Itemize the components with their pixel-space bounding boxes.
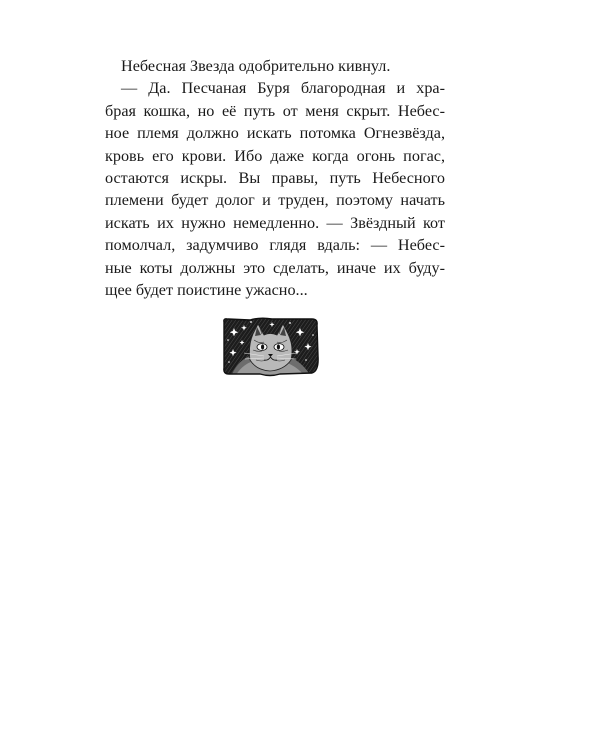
text-line: остаются искры. Вы правы, путь Небесного <box>105 168 445 187</box>
text-line: племени будет долог и труден, поэтому начать <box>105 191 445 210</box>
text-line: Небесная Звезда одобрительно кивнул. <box>121 57 391 75</box>
text-line: помолчал, задумчиво глядя вдаль: — Небес- <box>105 236 445 255</box>
text-line: ные коты должны это сделать, иначе их буду- <box>105 258 445 277</box>
text-line: щее будет поистине ужасно... <box>105 280 308 299</box>
body-text <box>105 55 445 301</box>
text-line: — Да. Песчаная Буря благородная и хра- <box>121 79 445 98</box>
text-line: брая кошка, но её путь от меня скрыт. Небес- <box>105 101 445 120</box>
cat-vignette-illustration <box>220 316 321 378</box>
text-line: кровь его крови. Ибо даже когда огонь погас, <box>105 146 445 165</box>
text-line: ное племя должно искать потомка Огнезвёзда, <box>105 124 445 143</box>
text-line: искать их нужно немедленно. — Звёздный кот <box>105 213 445 232</box>
